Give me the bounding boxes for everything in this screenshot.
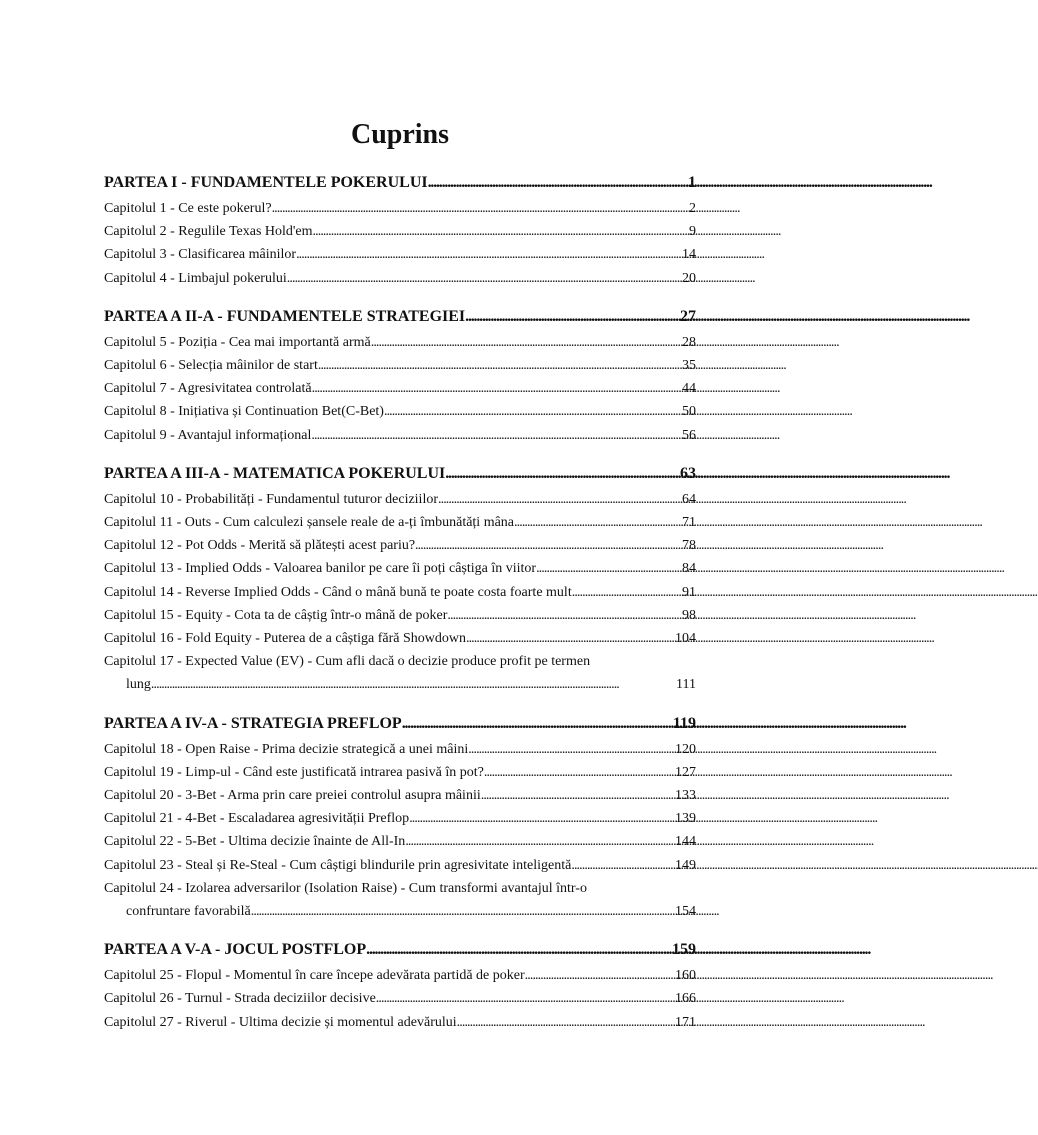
chapter-entry-title: Capitolul 7 - Agresivitatea controlată	[104, 381, 312, 397]
chapter-entry-page-number: 2	[689, 201, 696, 216]
chapter-entry-page-number: 91	[682, 584, 696, 600]
dot-leader	[525, 964, 674, 987]
chapter-entry-title: Capitolul 11 - Outs - Cum calculezi șansele reale de a-ți îmbunătăți mâna	[104, 515, 515, 531]
chapter-entry-title: Capitolul 13 - Implied Odds - Valoarea banilor pe care îi poți câștiga în viitor	[104, 561, 537, 577]
chapter-entry-title: Capitolul 26 - Turnul - Strada deciziilor decisive	[104, 991, 376, 1007]
chapter-entry-page-number: 35	[682, 358, 696, 374]
chapter-entry[interactable]	[104, 877, 696, 923]
part-heading-title: PARTEA A II-A - FUNDAMENTELE STRATEGIEI	[104, 307, 466, 325]
page-title: Cuprins	[350, 119, 450, 150]
chapter-entry[interactable]	[104, 854, 696, 877]
chapter-entry-title: Capitolul 15 - Equity - Cota ta de câștig într-o mână de poker	[104, 607, 448, 623]
chapter-entry-page-number: 50	[682, 404, 696, 420]
chapter-entry-page-number: 120	[675, 741, 696, 757]
dot-leader	[272, 197, 688, 220]
chapter-entry-page-number: 71	[682, 515, 696, 531]
dot-leader	[296, 243, 681, 266]
chapter-entry-title: Capitolul 23 - Steal și Re-Steal - Cum câștigi blindurile prin agresivitate inteligentă	[104, 857, 572, 873]
chapter-entry-title: Capitolul 10 - Probabilități - Fundamentul tuturor deciziilor	[104, 491, 438, 507]
dot-leader	[536, 557, 681, 580]
chapter-entry-title: Capitolul 17 - Expected Value (EV) - Cum afli dacă o decizie produce profit pe termen	[104, 654, 591, 670]
chapter-entry[interactable]	[104, 761, 696, 784]
toc-part	[104, 463, 696, 697]
chapter-entry-page-number: 14	[682, 247, 696, 263]
dot-leader	[409, 807, 674, 830]
chapter-entry[interactable]	[104, 424, 696, 447]
dot-leader	[151, 673, 675, 696]
chapter-entry-title: Capitolul 9 - Avantajul informațional	[104, 427, 312, 443]
dot-leader	[287, 267, 681, 290]
chapter-entry[interactable]	[104, 511, 696, 534]
chapter-entry-title: Capitolul 8 - Inițiativa și Continuation Bet(C-Bet)	[104, 404, 384, 420]
dot-leader	[251, 900, 674, 923]
part-heading-page-number: 27	[680, 307, 696, 325]
chapter-entry-page-number: 78	[682, 538, 696, 554]
chapter-entry[interactable]	[104, 784, 696, 807]
chapter-entry[interactable]	[104, 377, 696, 400]
chapter-entry[interactable]	[104, 354, 696, 377]
dot-leader	[445, 463, 679, 485]
chapter-entry[interactable]	[104, 830, 696, 853]
part-heading[interactable]	[104, 939, 696, 963]
table-of-contents	[104, 172, 696, 1034]
dot-leader	[371, 331, 681, 354]
dot-leader	[465, 306, 679, 328]
chapter-entry-page-number: 64	[682, 491, 696, 507]
dot-leader	[376, 987, 674, 1010]
chapter-entry-page-number: 28	[682, 334, 696, 350]
chapter-entry-title: Capitolul 21 - 4-Bet - Escaladarea agresivității Preflop	[104, 811, 410, 827]
toc-part	[104, 713, 696, 924]
dot-leader	[313, 220, 688, 243]
chapter-entry-title: Capitolul 20 - 3-Bet - Arma prin care preiei controlul asupra mâinii	[104, 788, 481, 804]
dot-leader	[366, 939, 671, 961]
part-heading[interactable]	[104, 172, 696, 196]
chapter-entry-page-number: 133	[675, 788, 696, 804]
part-heading-title: PARTEA I - FUNDAMENTELE POKERULUI	[104, 174, 428, 191]
chapter-entry-continuation-page-number: 154	[675, 904, 696, 920]
chapter-entry-title: Capitolul 4 - Limbajul pokerului	[104, 270, 287, 286]
chapter-entry-title: Capitolul 16 - Fold Equity - Puterea de a câștiga fără Showdown	[104, 631, 466, 647]
dot-leader	[318, 354, 681, 377]
chapter-entry-continuation	[104, 673, 696, 696]
chapter-entry[interactable]	[104, 738, 696, 761]
chapter-entry[interactable]	[104, 400, 696, 423]
dot-leader	[572, 581, 681, 604]
chapter-entry-page-number: 44	[682, 381, 696, 397]
chapter-entry[interactable]	[104, 197, 696, 220]
chapter-entry-title: Capitolul 24 - Izolarea adversarilor (Isolation Raise) - Cum transformi avantajul într-o	[104, 880, 587, 896]
dot-leader	[312, 377, 681, 400]
chapter-entry-title: Capitolul 25 - Flopul - Momentul în care începe adevărata partidă de poker	[104, 968, 525, 984]
part-heading-title: PARTEA A V-A - JOCUL POSTFLOP	[104, 941, 367, 959]
chapter-entry-page-number: 144	[675, 834, 696, 850]
chapter-entry-title: Capitolul 14 - Reverse Implied Odds - Când o mână bună te poate costa foarte mult	[104, 584, 572, 600]
chapter-entry[interactable]	[104, 987, 696, 1010]
chapter-entry-continuation	[104, 900, 696, 923]
chapter-entry[interactable]	[104, 331, 696, 354]
dot-leader	[481, 784, 674, 807]
part-heading-page-number: 1	[688, 174, 696, 191]
part-heading[interactable]	[104, 306, 696, 330]
chapter-entry-page-number: 20	[682, 270, 696, 286]
chapter-entry[interactable]	[104, 964, 696, 987]
chapter-entry-page-number: 98	[682, 607, 696, 623]
part-heading-title: PARTEA A III-A - MATEMATICA POKERULUI	[104, 464, 446, 482]
chapter-entry[interactable]	[104, 581, 696, 604]
dot-leader	[384, 400, 681, 423]
chapter-entry-continuation-page-number: 111	[676, 677, 696, 693]
chapter-entry[interactable]	[104, 534, 696, 557]
toc-container	[104, 118, 696, 1034]
chapter-entry-page-number: 139	[675, 811, 696, 827]
dot-leader	[466, 627, 674, 650]
chapter-entry-page-number: 160	[675, 968, 696, 984]
dot-leader	[415, 534, 681, 557]
part-heading-page-number: 119	[672, 714, 696, 732]
toc-part	[104, 306, 696, 447]
toc-part	[104, 172, 696, 290]
chapter-entry[interactable]	[104, 604, 696, 627]
part-heading-title: PARTEA A IV-A - STRATEGIA PREFLOP	[104, 714, 402, 732]
chapter-entry-page-number: 9	[689, 224, 696, 240]
toc-part	[104, 939, 696, 1034]
chapter-entry[interactable]	[104, 650, 696, 696]
dot-leader	[311, 424, 681, 447]
chapter-entry-title: Capitolul 1 - Ce este pokerul?	[104, 201, 272, 216]
chapter-entry[interactable]	[104, 267, 696, 290]
dot-leader	[405, 830, 674, 853]
dot-leader	[457, 1011, 674, 1034]
chapter-entry-title: Capitolul 5 - Poziția - Cea mai importantă armă	[104, 334, 371, 350]
chapter-entry-page-number: 84	[682, 561, 696, 577]
chapter-entry-page-number: 166	[675, 991, 696, 1007]
chapter-entry-title: Capitolul 6 - Selecția mâinilor de start	[104, 358, 318, 374]
chapter-entry-continuation-title: confruntare favorabilă	[126, 904, 251, 920]
part-heading-page-number: 159	[672, 941, 696, 959]
part-heading-page-number: 63	[680, 464, 696, 482]
chapter-entry-page-number: 56	[682, 427, 696, 443]
chapter-entry[interactable]	[104, 220, 696, 243]
dot-leader	[402, 713, 672, 735]
part-heading[interactable]	[104, 463, 696, 487]
chapter-entry[interactable]	[104, 557, 696, 580]
dot-leader	[571, 854, 674, 877]
chapter-entry-page-number: 171	[675, 1014, 696, 1030]
chapter-entry[interactable]	[104, 627, 696, 650]
dot-leader	[484, 761, 674, 784]
chapter-entry[interactable]	[104, 807, 696, 830]
dot-leader	[447, 604, 681, 627]
chapter-entry-title: Capitolul 2 - Regulile Texas Hold'em	[104, 224, 313, 240]
dot-leader	[514, 511, 681, 534]
chapter-entry-page-number: 104	[675, 631, 696, 647]
chapter-entry-title: Capitolul 27 - Riverul - Ultima decizie și momentul adevărului	[104, 1014, 457, 1030]
chapter-entry-continuation-title: lung	[126, 677, 151, 693]
chapter-entry-page-number: 127	[675, 764, 696, 780]
dot-leader	[468, 738, 674, 761]
chapter-entry[interactable]	[104, 1011, 696, 1034]
chapter-entry[interactable]	[104, 488, 696, 511]
chapter-entry-title: Capitolul 18 - Open Raise - Prima decizie strategică a unei mâini	[104, 741, 469, 757]
dot-leader	[428, 172, 687, 194]
dot-leader	[438, 488, 681, 511]
chapter-entry-title: Capitolul 3 - Clasificarea mâinilor	[104, 247, 297, 263]
chapter-entry-title: Capitolul 19 - Limp-ul - Când este justificată intrarea pasivă în pot?	[104, 764, 484, 780]
chapter-entry-title: Capitolul 12 - Pot Odds - Merită să plătești acest pariu?	[104, 538, 416, 554]
chapter-entry-title: Capitolul 22 - 5-Bet - Ultima decizie înainte de All-In	[104, 834, 406, 850]
chapter-entry[interactable]	[104, 243, 696, 266]
part-heading[interactable]	[104, 713, 696, 737]
chapter-entry-page-number: 149	[675, 857, 696, 873]
